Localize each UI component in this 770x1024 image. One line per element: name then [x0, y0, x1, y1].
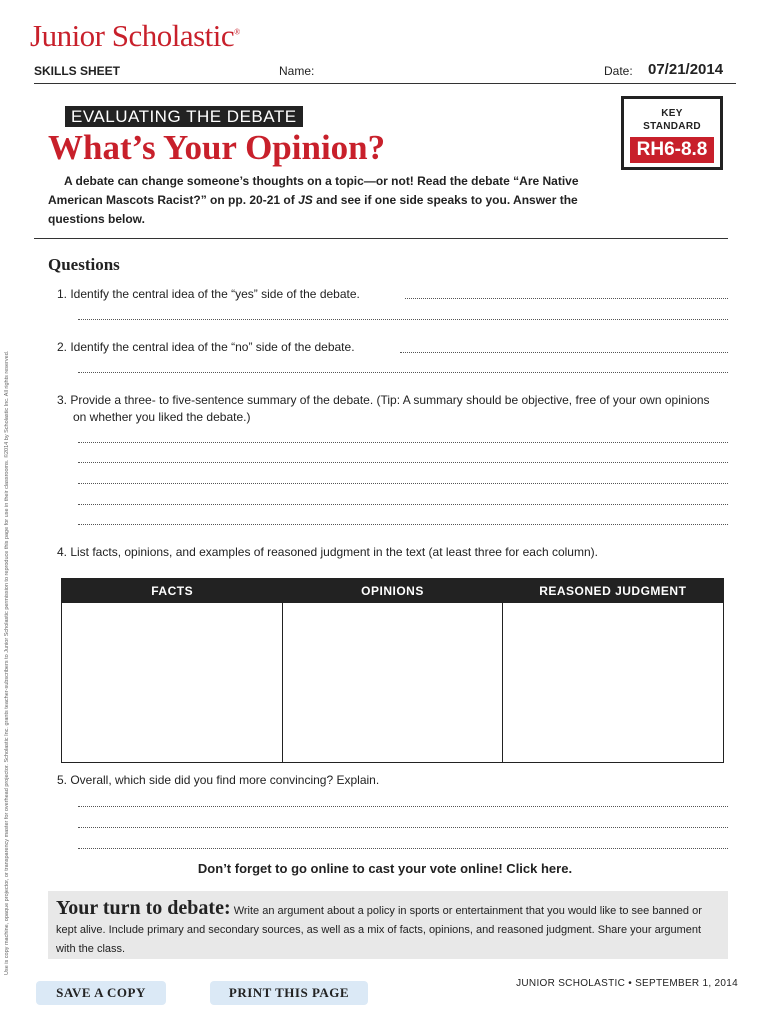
- answer-line[interactable]: [78, 462, 728, 463]
- date-field[interactable]: 07/21/2014: [648, 61, 724, 78]
- page-title: What’s Your Opinion?: [48, 128, 386, 167]
- col-reasoned-judgment: REASONED JUDGMENT: [539, 584, 687, 598]
- online-vote-link[interactable]: Don’t forget to go online to cast your vote online! Click here.: [197, 861, 573, 876]
- answer-line[interactable]: [78, 442, 728, 443]
- answer-line[interactable]: [78, 806, 728, 807]
- standard-label: STANDARD: [643, 121, 701, 132]
- logo-text: Junior Scholastic: [30, 18, 235, 53]
- question-4: 4. List facts, opinions, and examples of reasoned judgment in the text (at least three for each column).: [57, 545, 598, 559]
- questions-heading: Questions: [48, 255, 120, 274]
- debate-box: [48, 891, 728, 959]
- answer-line[interactable]: [78, 524, 728, 525]
- question-5: 5. Overall, which side did you find more convincing? Explain.: [57, 773, 380, 787]
- name-label: Name:: [279, 64, 315, 78]
- answer-line[interactable]: [78, 319, 728, 320]
- debate-heading: Your turn to debate:: [56, 897, 231, 919]
- question-2: 2. Identify the central idea of the “no” side of the debate.: [57, 340, 355, 354]
- reasoned-judgment-cell[interactable]: [503, 603, 723, 762]
- col-opinions: OPINIONS: [361, 584, 424, 598]
- answer-line[interactable]: [78, 372, 728, 373]
- key-standard-label: [624, 107, 720, 133]
- date-label: Date:: [604, 64, 633, 78]
- header-divider: [34, 83, 736, 84]
- answer-line[interactable]: [78, 483, 728, 484]
- junior-scholastic-logo: [30, 18, 240, 54]
- intro-text-1: A debate can change someone’s thoughts on a topic—or not! Read the debate “Are Native American Mascots Racist?” on pp. 20-21 of: [48, 174, 579, 207]
- facts-cell[interactable]: [62, 603, 283, 762]
- table-body: [62, 603, 723, 762]
- opinions-cell[interactable]: [283, 603, 504, 762]
- answer-line[interactable]: [405, 298, 728, 299]
- footer-credit: JUNIOR SCHOLASTIC • SEPTEMBER 1, 2014: [516, 978, 738, 989]
- intro-text-2: and see if one side speaks to you. Answer the questions below.: [48, 193, 578, 226]
- print-page-button[interactable]: PRINT THIS PAGE: [210, 981, 368, 1005]
- question-3: 3. Provide a three- to five-sentence summary of the debate. (Tip: A summary should be objective, free of your own opinions on whether you liked the debate.): [57, 393, 710, 424]
- save-copy-button[interactable]: SAVE A COPY: [36, 981, 166, 1005]
- col-facts: FACTS: [151, 584, 194, 598]
- header-row: [34, 62, 736, 80]
- intro-paragraph: [48, 172, 598, 229]
- copyright-notice: Use is copy machine, opaque projector, or transparency master for overhead projector. Scholastic Inc. grants teacher-subscribers to Junior Scholastic permission to reproduce this page for use in their classrooms. ©2014 by Scholastic Inc. All rights reserved.: [4, 350, 10, 975]
- registered-mark: ®: [234, 27, 240, 37]
- intro-divider: [34, 238, 728, 239]
- table-header: [62, 579, 723, 603]
- answer-line[interactable]: [78, 504, 728, 505]
- key-standard-value: RH6-8.8: [630, 137, 714, 163]
- intro-publication: JS: [298, 193, 313, 207]
- key-label: KEY: [661, 108, 683, 119]
- answer-line[interactable]: [400, 352, 728, 353]
- section-banner: EVALUATING THE DEBATE: [65, 106, 303, 127]
- answer-line[interactable]: [78, 848, 728, 849]
- facts-opinions-table: [61, 578, 724, 763]
- question-1: 1. Identify the central idea of the “yes” side of the debate.: [57, 287, 360, 301]
- key-standard-box: [621, 96, 723, 170]
- answer-line[interactable]: [78, 827, 728, 828]
- section-label: SKILLS SHEET: [34, 64, 121, 78]
- debate-text: Write an argument about a policy in sports or entertainment that you would like to see banned or kept alive. Include primary and secondary sources, as well as a mix of facts, opinions, and reasoned judgment. Share your argument with the class.: [56, 905, 702, 955]
